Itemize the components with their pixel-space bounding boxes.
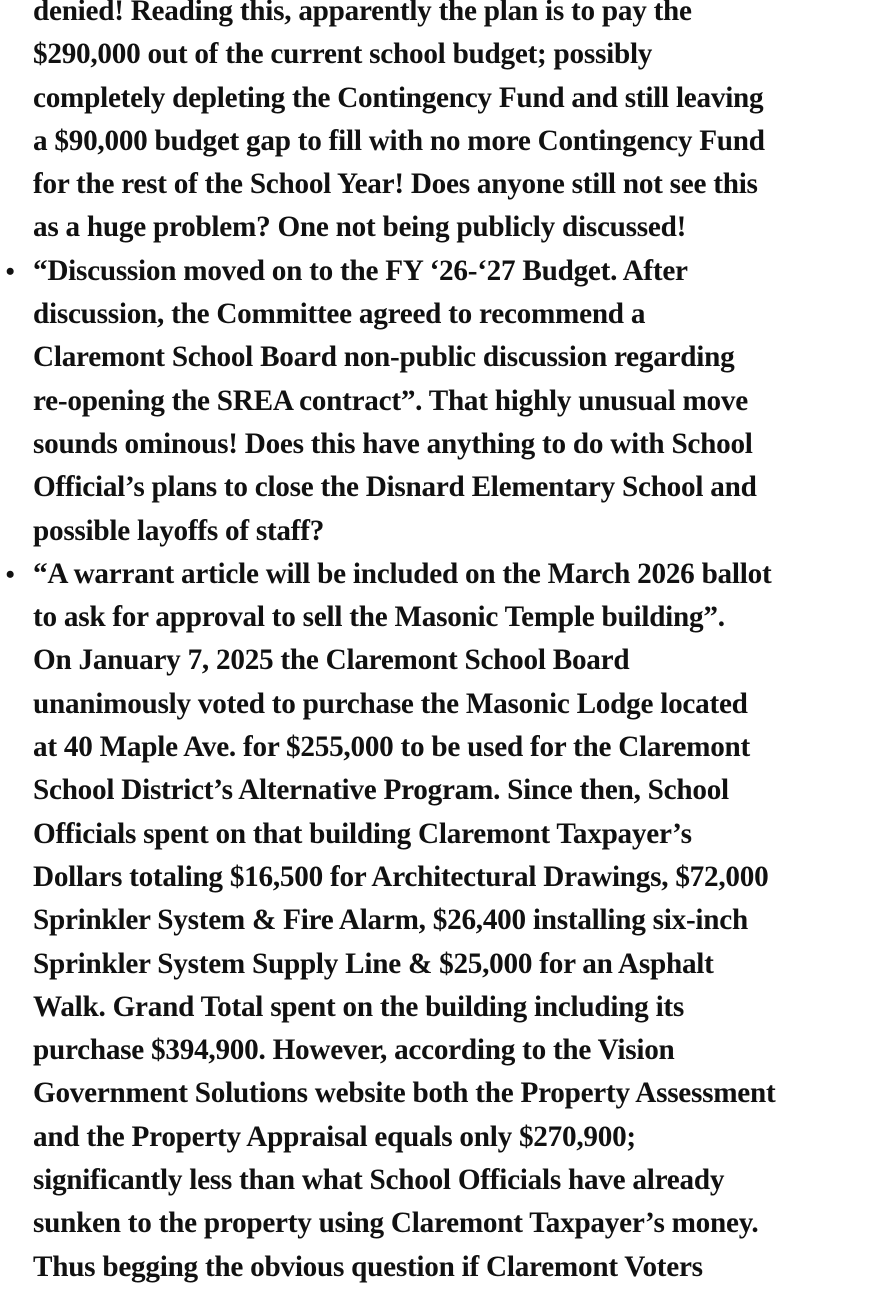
text-line: Walk. Grand Total spent on the building including its [33,990,685,1023]
text-line: possible layoffs of staff? [33,514,325,547]
text-line: significantly less than what School Officials have already [33,1164,725,1197]
bullet-item-fy-budget [0,250,880,553]
text-line: Sprinkler System & Fire Alarm, $26,400 installing six-inch [33,904,748,937]
text-line: Claremont School Board non-public discussion regarding [33,341,735,374]
text-line: as a huge problem? One not being publicly discussed! [33,211,687,244]
text-line: On January 7, 2025 the Claremont School Board [33,644,630,677]
text-line: Government Solutions website both the Property Assessment [33,1077,776,1110]
bullet-icon: • [5,256,15,286]
text-line: at 40 Maple Ave. for $255,000 to be used for the Claremont [33,731,750,764]
text-line: completely depleting the Contingency Fund and still leaving [33,81,764,114]
text-line: sounds ominous! Does this have anything to do with School [33,427,753,460]
text-line: for the rest of the School Year! Does anyone still not see this [33,168,758,201]
text-line: Official’s plans to close the Disnard Elementary School and [33,471,757,504]
text-line: Thus begging the obvious question if Claremont Voters [33,1250,703,1283]
text-line: to ask for approval to sell the Masonic Temple building”. [33,601,725,634]
bullet-icon: • [5,559,15,589]
text-line: discussion, the Committee agreed to recommend a [33,298,646,331]
text-line [0,250,880,293]
text-line: a $90,000 budget gap to fill with no more Contingency Fund [33,124,765,157]
text-line: re-opening the SREA contract”. That highly unusual move [33,384,748,417]
text-line: and the Property Appraisal equals only $270,900; [33,1120,636,1153]
text-line: sunken to the property using Claremont Taxpayer’s money. [33,1207,759,1240]
text-line: School District’s Alternative Program. Since then, School [33,774,729,807]
text-line: unanimously voted to purchase the Masonic Lodge located [33,687,748,720]
text-line-content: “Discussion moved on to the FY ‘26-‘27 Budget. After [33,254,688,287]
text-line: $290,000 out of the current school budget; possibly [33,38,653,71]
text-line: Officials spent on that building Claremont Taxpayer’s [33,817,692,850]
bullet-item-masonic-temple [0,553,880,1289]
text-line: Sprinkler System Supply Line & $25,000 for an Asphalt [33,947,714,980]
text-line-content: “A warrant article will be included on the March 2026 ballot [33,557,772,590]
text-line [0,553,880,596]
text-line: purchase $394,900. However, according to the Vision [33,1034,675,1067]
intro-paragraph [0,0,880,250]
text-line: Dollars totaling $16,500 for Architectural Drawings, $72,000 [33,860,769,893]
text-line: denied! Reading this, apparently the plan is to pay the [33,0,692,27]
